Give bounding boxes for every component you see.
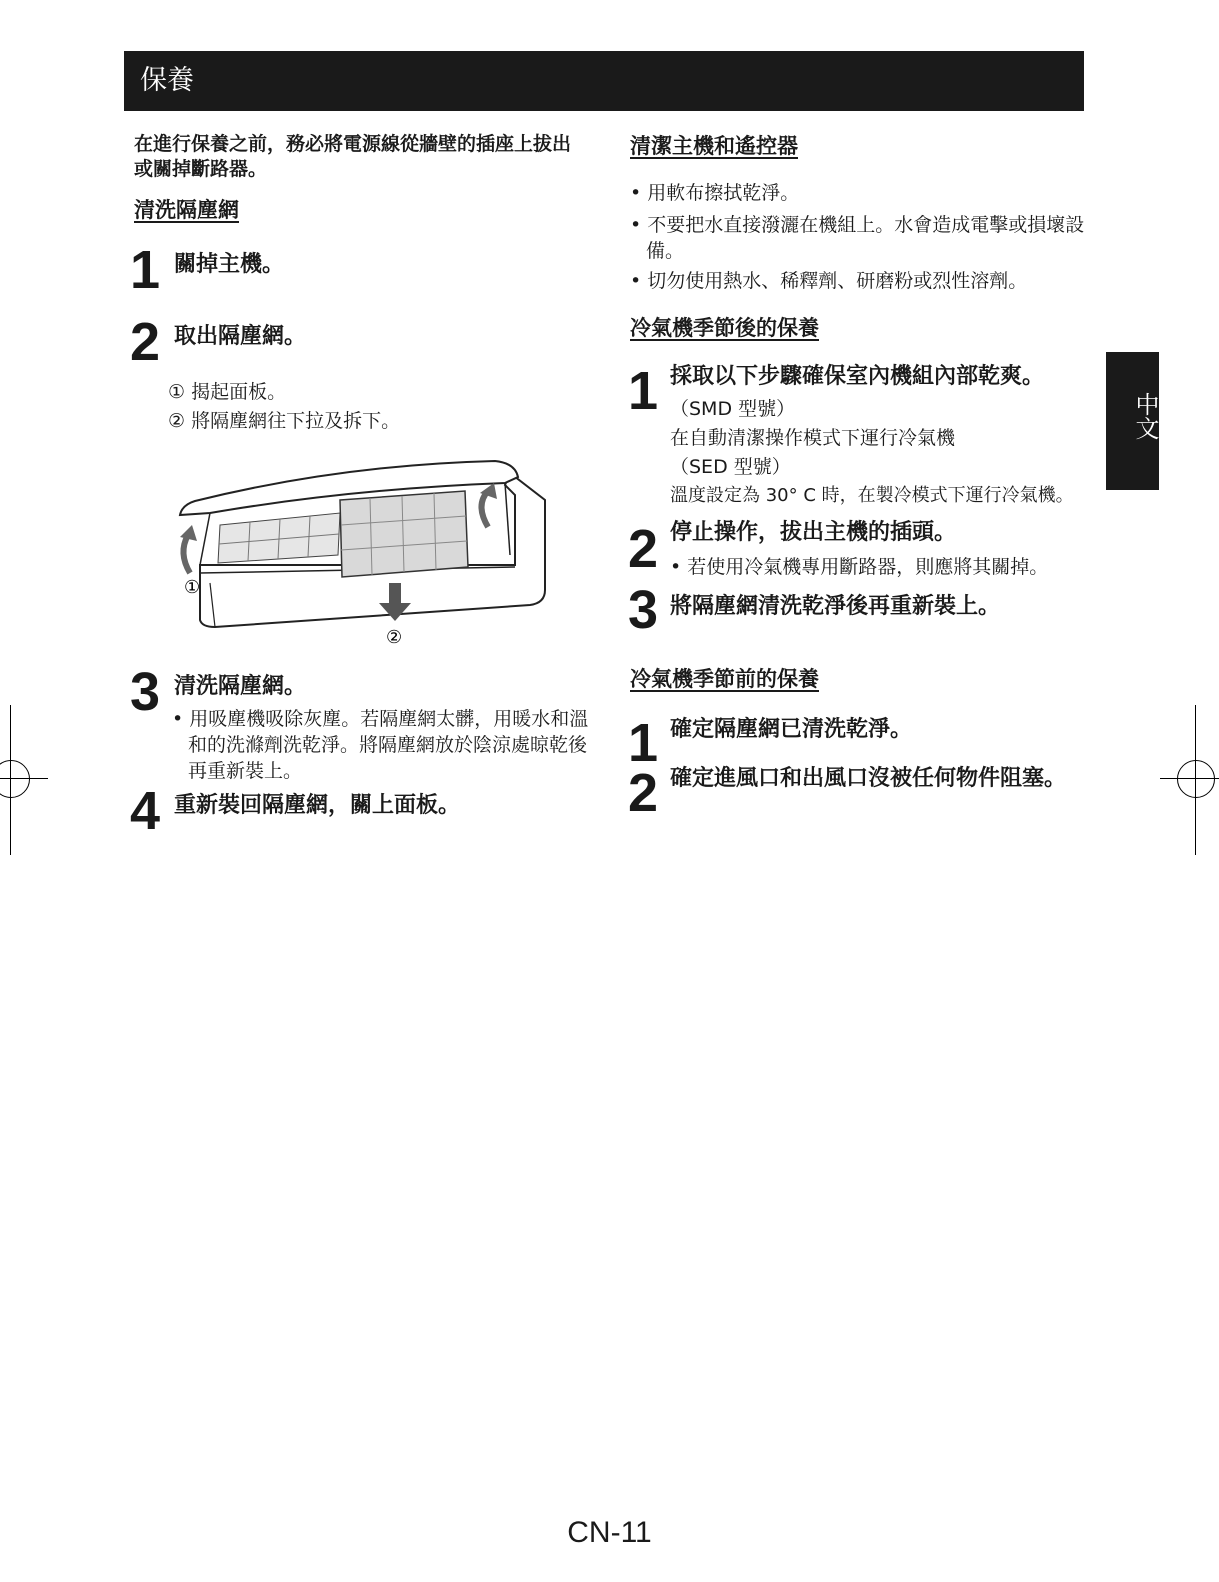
after-step-1-line-3: （SED 型號） <box>670 456 791 478</box>
filter-step-4-title: 重新裝回隔塵網，關上面板。 <box>174 793 461 818</box>
filter-step-3-bullet-text: 用吸塵機吸除灰塵。若隔塵網太髒，用暖水和溫和的洗滌劑洗乾淨。將隔塵網放於陰涼處晾乾後再重新裝上。 <box>188 708 589 782</box>
before-season-heading: 冷氣機季節前的保養 <box>630 667 819 691</box>
filter-step-2-substep-1: ① 揭起面板。 <box>168 381 287 403</box>
language-tab-label: 中文 <box>1131 392 1159 440</box>
page-title: 保養 <box>140 65 194 96</box>
after-step-2-number: 2 <box>628 519 659 579</box>
after-season-heading: 冷氣機季節後的保養 <box>630 316 819 340</box>
language-tab <box>1106 352 1159 490</box>
header-bar <box>124 51 1084 111</box>
registration-mark-right <box>1177 760 1215 798</box>
filter-step-1-number: 1 <box>130 240 161 300</box>
before-step-2-title: 確定進風口和出風口沒被任何物件阻塞。 <box>670 766 1067 791</box>
filter-section-heading: 清洗隔塵網 <box>134 198 239 222</box>
callout-1: ① <box>184 577 201 598</box>
after-step-3-number: 3 <box>628 580 659 640</box>
filter-step-3-bullet: • 用吸塵機吸除灰塵。若隔塵網太髒，用暖水和溫和的洗滌劑洗乾淨。將隔塵網放於陰涼處晾乾後再重新裝上。 <box>172 708 589 782</box>
filter-step-4-number: 4 <box>130 781 161 841</box>
clean-bullet-3: • 切勿使用熱水、稀釋劑、研磨粉或烈性溶劑。 <box>630 270 1028 292</box>
before-step-1-number: 1 <box>628 713 659 773</box>
filter-step-2-title: 取出隔塵網。 <box>174 324 307 349</box>
filter-step-2-substep-2: ② 將隔塵網往下拉及拆下。 <box>168 410 401 432</box>
after-step-1-line-1: （SMD 型號） <box>670 398 796 420</box>
safety-warning: 在進行保養之前，務必將電源線從牆壁的插座上拔出或關掉斷路器。 <box>134 133 572 180</box>
filter-step-3-title: 清洗隔塵網。 <box>174 674 307 699</box>
after-step-1-line-2: 在自動清潔操作模式下運行冷氣機 <box>670 427 956 449</box>
page-number: CN-11 <box>567 1516 652 1549</box>
filter-step-2-number: 2 <box>130 312 161 372</box>
after-step-1-line-4: 溫度設定為 30° C 時，在製冷模式下運行冷氣機。 <box>670 485 1074 506</box>
after-step-3-title: 將隔塵網清洗乾淨後再重新裝上。 <box>670 594 1001 619</box>
filter-step-3-number: 3 <box>130 662 161 722</box>
before-step-1-title: 確定隔塵網已清洗乾淨。 <box>670 717 913 742</box>
clean-bullet-3-text: 切勿使用熱水、稀釋劑、研磨粉或烈性溶劑。 <box>647 270 1028 292</box>
clean-section-heading: 清潔主機和遙控器 <box>630 134 798 158</box>
clean-bullet-1: • 用軟布擦拭乾淨。 <box>630 182 800 204</box>
clean-bullet-2-text: 不要把水直接潑灑在機組上。水會造成電擊或損壞設備。 <box>646 214 1085 262</box>
after-step-2-title: 停止操作，拔出主機的插頭。 <box>670 520 957 545</box>
callout-2: ② <box>386 627 403 648</box>
after-step-2-bullet-text: 若使用冷氣機專用斷路器，則應將其關掉。 <box>687 556 1049 578</box>
after-step-2-bullet: • 若使用冷氣機專用斷路器，則應將其關掉。 <box>670 556 1049 578</box>
after-step-1-number: 1 <box>628 361 659 421</box>
clean-bullet-1-text: 用軟布擦拭乾淨。 <box>647 182 800 204</box>
before-step-2-number: 2 <box>628 763 659 823</box>
after-step-1-title: 採取以下步驟確保室內機組內部乾爽。 <box>670 364 1045 389</box>
filter-removal-illustration <box>170 455 560 650</box>
filter-step-1-title: 關掉主機。 <box>174 252 285 277</box>
registration-mark-left <box>0 760 30 798</box>
clean-bullet-2: • 不要把水直接潑灑在機組上。水會造成電擊或損壞設備。 <box>630 214 1085 262</box>
